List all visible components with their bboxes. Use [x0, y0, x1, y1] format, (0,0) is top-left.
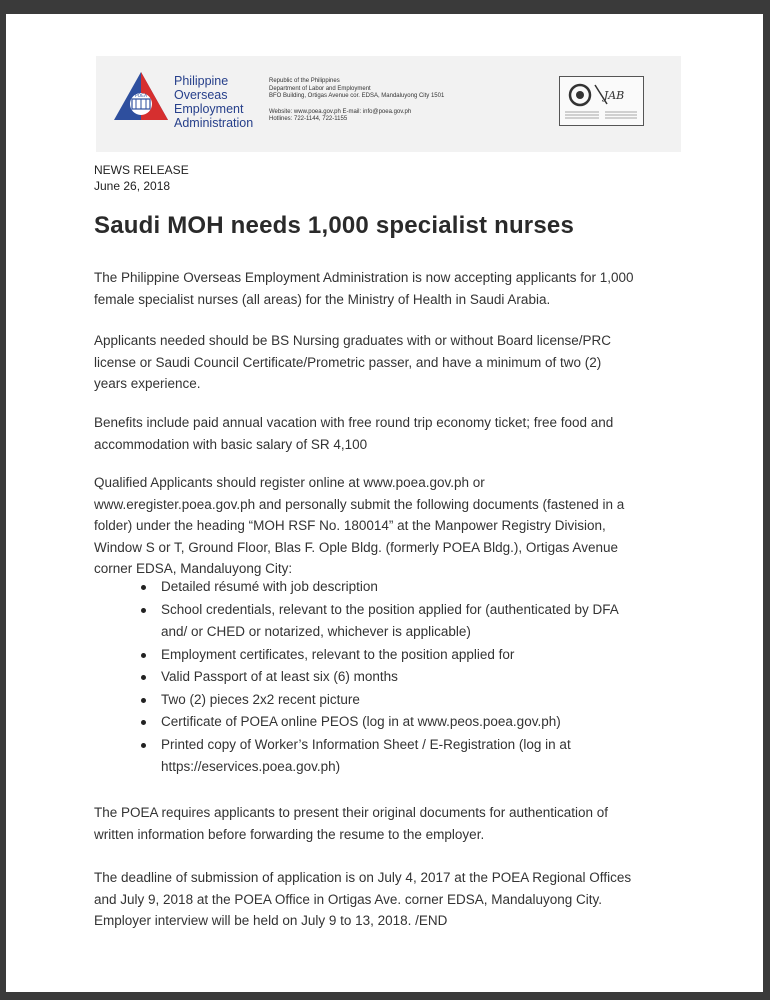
letterhead — [96, 56, 681, 152]
department-line: Department of Labor and Employment — [269, 85, 371, 92]
list-item — [116, 599, 676, 644]
list-item-text: Detailed résumé with job description — [161, 579, 378, 594]
text-line: folder) under the heading “MOH RSF No. 180014” at the Manpower Registry Division, — [94, 518, 606, 533]
paragraph-authentication — [94, 802, 679, 845]
text-line: years experience. — [94, 376, 201, 391]
web-email-line: Website: www.poea.gov.ph E-mail: info@poea.gov.ph — [269, 108, 412, 115]
text-line: www.eregister.poea.gov.ph and personally submit the following documents (fastened in a — [94, 496, 625, 512]
hotlines-line: Hotlines: 722-1144, 722-1155 — [269, 116, 348, 123]
list-item — [116, 644, 676, 667]
list-item-text: Employment certificates, relevant to the position applied for — [161, 646, 515, 662]
text-line: accommodation with basic salary of SR 4,100 — [94, 436, 368, 452]
text-line: The deadline of submission of application is on July 4, 2017 at the POEA Regional Offices — [94, 870, 632, 885]
text-line: and July 9, 2018 at the POEA Office in Ortigas Ave. corner EDSA, Mandaluyong City. — [94, 891, 603, 907]
text-line: Benefits include paid annual vacation with free round trip economy ticket; free food and — [94, 415, 614, 430]
paragraph-deadline — [94, 867, 679, 932]
list-item-text: School credentials, relevant to the position applied for (authenticated by DFA — [161, 601, 619, 617]
org-name-line: Employment — [174, 102, 244, 116]
text-line: Window S or T, Ground Floor, Blas F. Ople Bldg. (formerly POEA Bldg.), Ortigas Avenue — [94, 539, 618, 555]
headline: Saudi MOH needs 1,000 specialist nurses — [94, 212, 574, 239]
text-line: license or Saudi Council Certificate/Prometric passer, and have a minimum of two (2) — [94, 354, 602, 370]
text-line: female specialist nurses (all areas) for the Ministry of Health in Saudi Arabia. — [94, 291, 551, 307]
cert-mark-text: JAB — [603, 89, 625, 102]
requirements-list — [116, 576, 676, 779]
list-item — [116, 734, 676, 779]
list-item — [116, 711, 676, 734]
list-item-text: Printed copy of Worker’s Information Sheet / E-Registration (log in at — [161, 736, 571, 752]
text-line: The POEA requires applicants to present their original documents for authentication of — [94, 805, 609, 820]
certification-badge-icon — [559, 76, 644, 126]
paragraph-intro — [94, 267, 679, 310]
text-line: Applicants needed should be BS Nursing graduates with or without Board license/PRC — [94, 333, 612, 348]
text-line: Qualified Applicants should register online at www.poea.gov.ph or — [94, 475, 485, 490]
org-name-line: Overseas — [174, 88, 228, 102]
contact-block — [269, 78, 444, 124]
org-name — [174, 74, 253, 130]
document-page — [6, 14, 763, 992]
list-item — [116, 666, 676, 689]
paragraph-qualifications — [94, 330, 679, 395]
list-item-text: and/ or CHED or notarized, whichever is applicable) — [161, 624, 471, 639]
list-item-text: Certificate of POEA online PEOS (log in at www.peos.poea.gov.ph) — [161, 714, 561, 729]
list-item-text: https://eservices.poea.gov.ph) — [161, 759, 341, 774]
address-line: BFO Building, Ortigas Avenue cor. EDSA, Mandaluyong City 1501 — [269, 93, 445, 100]
list-item-text: Two (2) pieces 2x2 recent picture — [161, 691, 360, 707]
release-label: NEWS RELEASE — [94, 163, 189, 177]
poea-logo-icon — [112, 70, 170, 122]
list-item — [116, 576, 676, 599]
text-line: The Philippine Overseas Employment Administration is now accepting applicants for 1,000 — [94, 270, 634, 285]
logo-text: POEA — [134, 94, 148, 99]
list-item-text: Valid Passport of at least six (6) months — [161, 669, 398, 684]
text-line: written information before forwarding the resume to the employer. — [94, 826, 485, 842]
text-line: Employer interview will be held on July 9 to 13, 2018. /END — [94, 913, 448, 928]
paragraph-benefits — [94, 412, 679, 455]
text-line: corner EDSA, Mandaluyong City: — [94, 561, 293, 576]
org-name-line: Philippine — [174, 74, 229, 88]
release-date: June 26, 2018 — [94, 179, 171, 193]
org-name-line: Administration — [174, 116, 254, 130]
list-item — [116, 689, 676, 712]
paragraph-registration — [94, 472, 679, 580]
republic-line: Republic of the Philippines — [269, 78, 340, 84]
